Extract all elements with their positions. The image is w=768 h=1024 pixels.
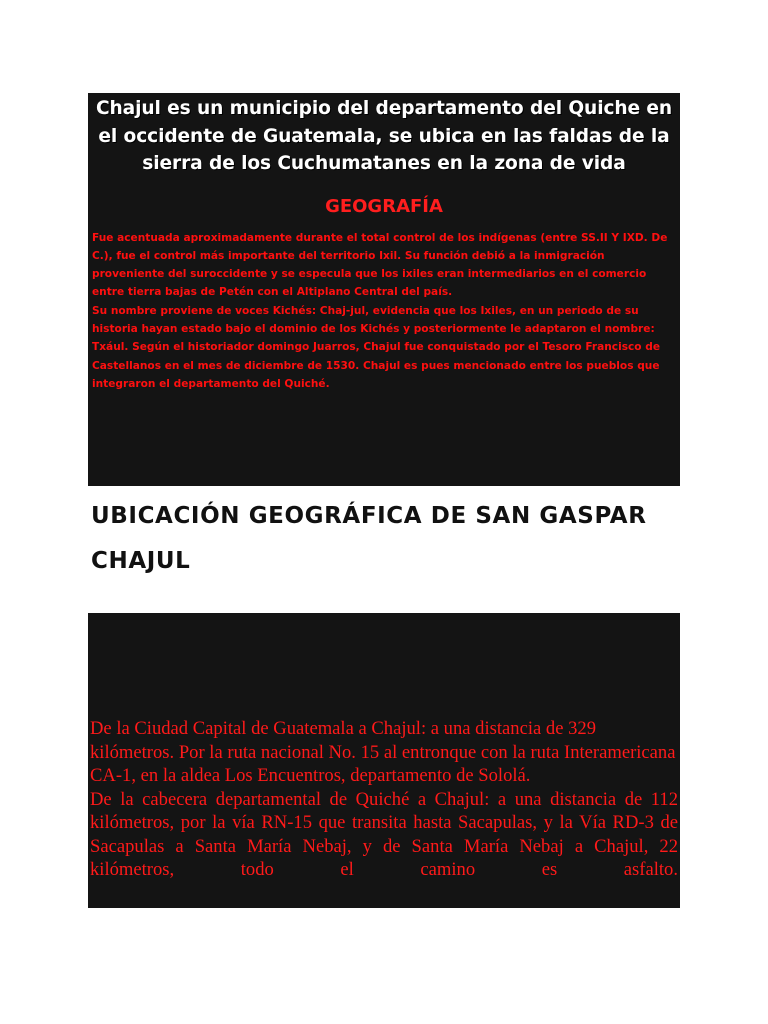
geografia-body bbox=[92, 229, 676, 394]
geografia-paragraph-1: Fue acentuada aproximadamente durante el total control de los indígenas (entre SS.II Y IXD. De C.), fue el control más importante del territorio Ixil. Su función debió a la inmigración proveniente del suroccidente y se especula que los ixiles eran intermediarios en el comercio entre tierra bajas de Petén con el Altiplano Central del país. bbox=[92, 231, 668, 299]
geografia-heading: GEOGRAFÍA bbox=[325, 195, 443, 217]
section-title: UBICACIÓN GEOGRÁFICA DE SAN GASPAR CHAJUL bbox=[91, 503, 647, 574]
ubicacion-paragraph-2: De la cabecera departamental de Quiché a Chajul: a una distancia de 112 kilómetros, por la vía RN-15 que transita hasta Sacapulas, y la Vía RD-3 de Sacapulas a Santa María Nebaj, y de Santa María Nebaj a Chajul, 22 kilómetros, todo el camino es asfalto. bbox=[90, 788, 678, 880]
chajul-intro-panel bbox=[88, 93, 680, 486]
ubicacion-panel bbox=[88, 613, 680, 908]
intro-text: Chajul es un municipio del departamento del Quiche en el occidente de Guatemala, se ubica en las faldas de la sierra de los Cuchumatanes en la zona de vida bbox=[95, 98, 673, 174]
ubicacion-paragraph-1: De la Ciudad Capital de Guatemala a Chajul: a una distancia de 329 kilómetros. Por la ruta nacional No. 15 al entronque con la ruta Interamericana CA-1, en la aldea Los Encuentros, departamento de Sololá. bbox=[90, 718, 676, 786]
geografia-paragraph-2: Su nombre proviene de voces Kichés: Chaj-jul, evidencia que los Ixiles, en un periodo de su historia hayan estado bajo el dominio de los Kichés y posteriormente le adaptaron el nombre: Txául. Según el historiador domingo Juarros, Chajul fue conquistado por el Tesoro Francisco de Castellanos en el mes de diciembre de 1530. Chajul es pues mencionado entre los pueblos que integraron el departamento del Quiché. bbox=[92, 304, 661, 390]
